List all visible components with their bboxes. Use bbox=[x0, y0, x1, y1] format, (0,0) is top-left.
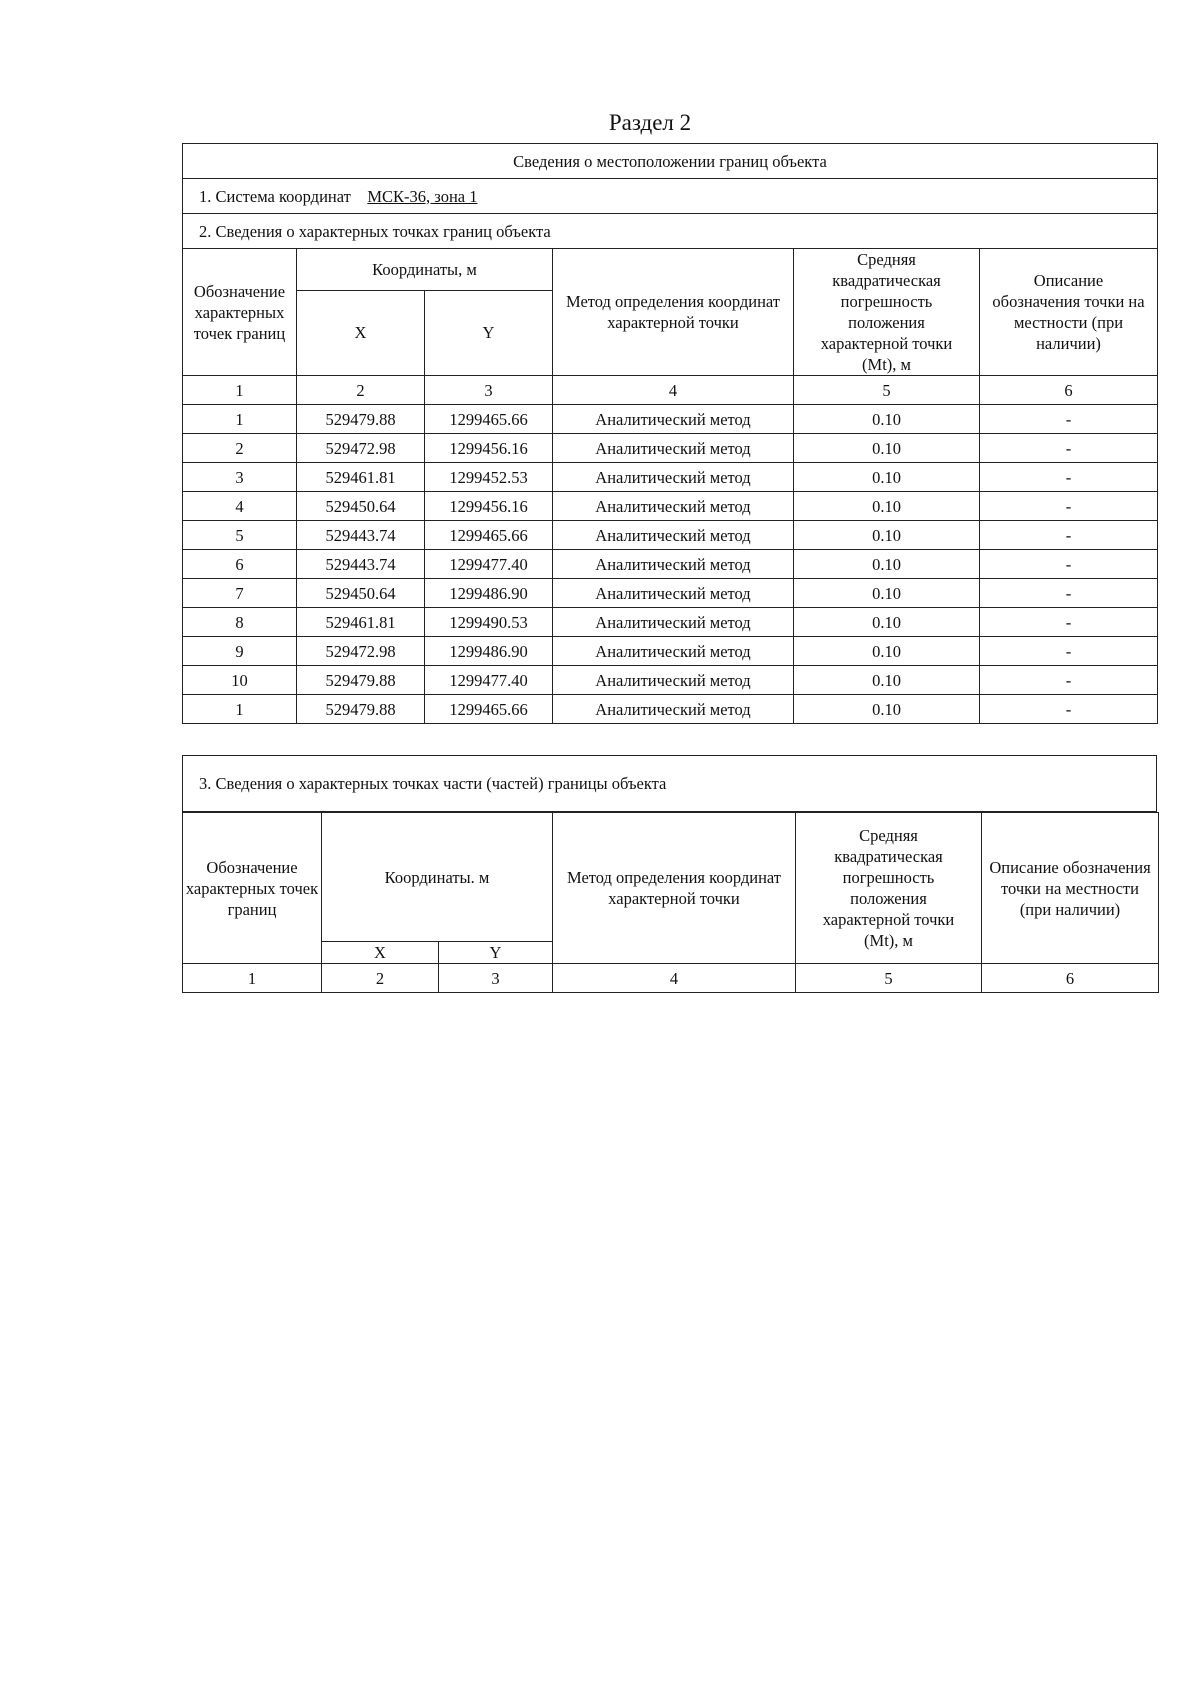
column-number: 6 bbox=[980, 376, 1158, 405]
table-row bbox=[183, 637, 1158, 666]
col-y-header: Y bbox=[425, 290, 553, 375]
points-heading: 2. Сведения о характерных точках границ объекта bbox=[183, 214, 1158, 249]
col-method-header: Метод определения координат характерной точки bbox=[553, 249, 794, 376]
point-number: 10 bbox=[183, 666, 297, 695]
col-coords-header: Координаты. м bbox=[322, 813, 553, 942]
table-row bbox=[183, 434, 1158, 463]
col-coords-header: Координаты, м bbox=[297, 249, 553, 291]
part-points-heading: 3. Сведения о характерных точках части (частей) границы объекта bbox=[182, 755, 1157, 812]
coord-y: 1299486.90 bbox=[425, 579, 553, 608]
column-number: 2 bbox=[297, 376, 425, 405]
mt-value: 0.10 bbox=[794, 492, 980, 521]
column-numbers-row bbox=[183, 376, 1158, 405]
coord-x: 529472.98 bbox=[297, 637, 425, 666]
table-row bbox=[183, 492, 1158, 521]
point-number: 1 bbox=[183, 405, 297, 434]
mt-value: 0.10 bbox=[794, 550, 980, 579]
column-number: 3 bbox=[439, 964, 553, 993]
col-x-header: X bbox=[297, 290, 425, 375]
coord-system-label: 1. Система координат bbox=[199, 186, 351, 206]
table-row bbox=[183, 405, 1158, 434]
table-row bbox=[183, 521, 1158, 550]
description: - bbox=[980, 550, 1158, 579]
mt-value: 0.10 bbox=[794, 434, 980, 463]
mt-value: 0.10 bbox=[794, 405, 980, 434]
method: Аналитический метод bbox=[553, 579, 794, 608]
col-method-header: Метод определения координат характерной точки bbox=[553, 813, 796, 964]
column-number: 6 bbox=[982, 964, 1159, 993]
coord-y: 1299465.66 bbox=[425, 405, 553, 434]
description: - bbox=[980, 463, 1158, 492]
point-number: 6 bbox=[183, 550, 297, 579]
table-row bbox=[183, 463, 1158, 492]
method: Аналитический метод bbox=[553, 492, 794, 521]
col-error-header: Средняя квадратическая погрешность положения характерной точки (Mt), м bbox=[794, 249, 980, 376]
col-description-header: Описание обозначения точки на местности (при наличии) bbox=[980, 249, 1158, 376]
description: - bbox=[980, 695, 1158, 724]
coord-y: 1299486.90 bbox=[425, 637, 553, 666]
mt-value: 0.10 bbox=[794, 637, 980, 666]
description: - bbox=[980, 405, 1158, 434]
column-numbers-row bbox=[183, 964, 1159, 993]
column-number: 2 bbox=[322, 964, 439, 993]
mt-value: 0.10 bbox=[794, 579, 980, 608]
mt-value: 0.10 bbox=[794, 695, 980, 724]
col-designation-header: Обозначение характерных точек границ bbox=[183, 249, 297, 376]
table-row bbox=[183, 579, 1158, 608]
column-number: 4 bbox=[553, 376, 794, 405]
description: - bbox=[980, 666, 1158, 695]
coord-x: 529443.74 bbox=[297, 521, 425, 550]
coord-y: 1299490.53 bbox=[425, 608, 553, 637]
point-number: 7 bbox=[183, 579, 297, 608]
col-designation-header: Обозначение характерных точек границ bbox=[183, 813, 322, 964]
method: Аналитический метод bbox=[553, 608, 794, 637]
column-number: 4 bbox=[553, 964, 796, 993]
point-number: 3 bbox=[183, 463, 297, 492]
boundary-points-table bbox=[182, 143, 1158, 724]
coord-x: 529450.64 bbox=[297, 492, 425, 521]
method: Аналитический метод bbox=[553, 434, 794, 463]
coord-y: 1299456.16 bbox=[425, 492, 553, 521]
description: - bbox=[980, 492, 1158, 521]
coord-x: 529472.98 bbox=[297, 434, 425, 463]
col-description-header: Описание обозначения точки на местности (при наличии) bbox=[982, 813, 1159, 964]
description: - bbox=[980, 637, 1158, 666]
coord-x: 529450.64 bbox=[297, 579, 425, 608]
table-row bbox=[183, 608, 1158, 637]
method: Аналитический метод bbox=[553, 405, 794, 434]
table-row bbox=[183, 666, 1158, 695]
coord-x: 529461.81 bbox=[297, 608, 425, 637]
coord-y: 1299465.66 bbox=[425, 521, 553, 550]
coord-x: 529479.88 bbox=[297, 666, 425, 695]
column-number: 1 bbox=[183, 376, 297, 405]
point-number: 4 bbox=[183, 492, 297, 521]
mt-value: 0.10 bbox=[794, 666, 980, 695]
coord-y: 1299477.40 bbox=[425, 550, 553, 579]
column-number: 3 bbox=[425, 376, 553, 405]
table-row bbox=[183, 550, 1158, 579]
coord-y: 1299456.16 bbox=[425, 434, 553, 463]
col-x-header: X bbox=[322, 942, 439, 964]
point-number: 5 bbox=[183, 521, 297, 550]
coord-x: 529461.81 bbox=[297, 463, 425, 492]
table-row bbox=[183, 695, 1158, 724]
coord-x: 529479.88 bbox=[297, 695, 425, 724]
method: Аналитический метод bbox=[553, 695, 794, 724]
coord-x: 529443.74 bbox=[297, 550, 425, 579]
point-number: 2 bbox=[183, 434, 297, 463]
point-number: 1 bbox=[183, 695, 297, 724]
column-number: 1 bbox=[183, 964, 322, 993]
point-number: 9 bbox=[183, 637, 297, 666]
mt-value: 0.10 bbox=[794, 463, 980, 492]
method: Аналитический метод bbox=[553, 463, 794, 492]
column-number: 5 bbox=[794, 376, 980, 405]
mt-value: 0.10 bbox=[794, 521, 980, 550]
description: - bbox=[980, 608, 1158, 637]
method: Аналитический метод bbox=[553, 637, 794, 666]
coord-x: 529479.88 bbox=[297, 405, 425, 434]
column-number: 5 bbox=[796, 964, 982, 993]
method: Аналитический метод bbox=[553, 550, 794, 579]
table-header: Сведения о местоположении границ объекта bbox=[183, 144, 1158, 179]
coord-y: 1299465.66 bbox=[425, 695, 553, 724]
section-title: Раздел 2 bbox=[608, 110, 692, 135]
coord-y: 1299452.53 bbox=[425, 463, 553, 492]
description: - bbox=[980, 579, 1158, 608]
method: Аналитический метод bbox=[553, 521, 794, 550]
part-points-table bbox=[182, 812, 1159, 993]
mt-value: 0.10 bbox=[794, 608, 980, 637]
description: - bbox=[980, 521, 1158, 550]
point-number: 8 bbox=[183, 608, 297, 637]
coord-system-row bbox=[183, 179, 1158, 214]
col-y-header: Y bbox=[439, 942, 553, 964]
description: - bbox=[980, 434, 1158, 463]
coord-y: 1299477.40 bbox=[425, 666, 553, 695]
method: Аналитический метод bbox=[553, 666, 794, 695]
col-error-header: Средняя квадратическая погрешность положения характерной точки (Mt), м bbox=[796, 813, 982, 964]
coord-system-value: МСК-36, зона 1 bbox=[367, 186, 478, 206]
